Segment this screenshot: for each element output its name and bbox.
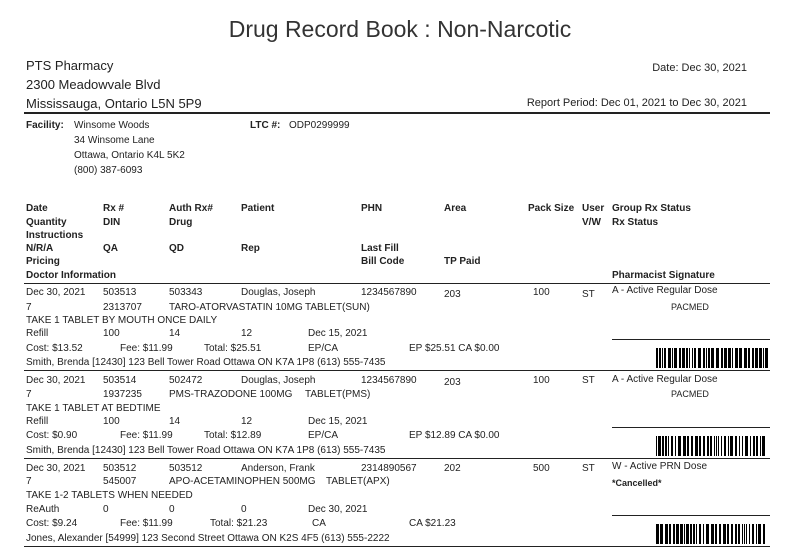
header-auth-rx: Auth Rx#: [169, 203, 213, 214]
record-fee: Fee: $11.99: [120, 518, 173, 529]
pharmacy-address-line1: 2300 Meadowvale Blvd: [26, 77, 161, 92]
record-bill-code: EP/CA: [308, 430, 339, 441]
facility-phone: (800) 387-6093: [74, 165, 143, 176]
record-tp-paid: EP $12.89 CA $0.00: [409, 430, 500, 441]
record-rx-status: PACMED: [671, 389, 709, 399]
pharmacy-name: PTS Pharmacy: [26, 58, 114, 73]
record-patient: Anderson, Frank: [241, 463, 315, 474]
record-rx: 503513: [103, 287, 137, 298]
record-pack-size: 100: [533, 287, 550, 298]
header-divider: [24, 112, 770, 114]
record-quantity: 7: [26, 302, 32, 313]
record-total: Total: $21.23: [210, 518, 268, 529]
ltc-number: ODP0299999: [289, 120, 350, 131]
record-divider: [24, 370, 770, 371]
record-rep: 12: [241, 328, 253, 339]
header-rep: Rep: [241, 243, 260, 254]
record-rep: 0: [241, 504, 247, 515]
record-area: 202: [444, 463, 461, 474]
header-area: Area: [444, 203, 467, 214]
record-total: Total: $12.89: [204, 430, 262, 441]
report-period: Report Period: Dec 01, 2021 to Dec 30, 2021: [526, 97, 747, 109]
record-group-status: A - Active Regular Dose: [612, 374, 718, 385]
record-qa: 0: [103, 504, 109, 515]
record-last-fill: Dec 15, 2021: [308, 328, 368, 339]
record-fee: Fee: $11.99: [120, 343, 173, 354]
record-phn: 1234567890: [361, 287, 417, 298]
header-vw: V/W: [582, 217, 601, 228]
record-last-fill: Dec 30, 2021: [308, 504, 368, 515]
header-din: DIN: [103, 217, 121, 228]
facility-label: Facility:: [26, 120, 64, 131]
record-doctor: Smith, Brenda [12430] 123 Bell Tower Road Ottawa ON K7A 1P8 (613) 555-7435: [26, 357, 386, 368]
record-rx-status: PACMED: [671, 302, 709, 312]
record-bill-code: CA: [312, 518, 326, 529]
record-group-status: A - Active Regular Dose: [612, 285, 718, 296]
record-auth-rx: 503343: [169, 287, 203, 298]
header-bill-code: Bill Code: [361, 256, 405, 267]
column-header-divider: [24, 283, 770, 284]
record-phn: 2314890567: [361, 463, 417, 474]
header-pack-size: Pack Size: [528, 203, 575, 214]
record-nra: Refill: [26, 416, 49, 427]
record-date: Dec 30, 2021: [26, 287, 86, 298]
barcode-icon: [656, 348, 768, 368]
record-fee: Fee: $11.99: [120, 430, 173, 441]
facility-address-line2: Ottawa, Ontario K4L 5K2: [74, 150, 185, 161]
header-pricing: Pricing: [26, 256, 60, 267]
header-doctor-information: Doctor Information: [26, 270, 116, 281]
record-drug-form: TABLET(SUN): [305, 302, 370, 313]
header-nra: N/R/A: [26, 243, 54, 254]
record-rep: 12: [241, 416, 253, 427]
header-drug: Drug: [169, 217, 193, 228]
record-pack-size: 500: [533, 463, 550, 474]
record-drug-form: TABLET(PMS): [305, 389, 371, 400]
header-tp-paid: TP Paid: [444, 256, 481, 267]
barcode-icon: [656, 524, 768, 544]
record-qd: 0: [169, 504, 175, 515]
signature-line: [612, 515, 770, 516]
record-tp-paid: EP $25.51 CA $0.00: [409, 343, 500, 354]
record-auth-rx: 503512: [169, 463, 203, 474]
header-qa: QA: [103, 243, 118, 254]
header-rx-status: Rx Status: [612, 217, 659, 228]
header-user: User: [582, 203, 605, 214]
facility-name: Winsome Woods: [74, 120, 150, 131]
record-patient: Douglas, Joseph: [241, 287, 316, 298]
record-date: Dec 30, 2021: [26, 463, 86, 474]
record-din: 545007: [103, 476, 137, 487]
record-area: 203: [444, 377, 461, 388]
record-date: Dec 30, 2021: [26, 375, 86, 386]
record-rx: 503512: [103, 463, 137, 474]
record-last-fill: Dec 15, 2021: [308, 416, 368, 427]
header-instructions: Instructions: [26, 230, 84, 241]
record-divider: [24, 458, 770, 459]
record-divider: [24, 546, 770, 547]
record-patient: Douglas, Joseph: [241, 375, 316, 386]
report-title: Drug Record Book : Non-Narcotic: [228, 16, 572, 42]
signature-line: [612, 427, 770, 428]
record-instructions: TAKE 1 TABLET BY MOUTH ONCE DAILY: [26, 315, 218, 326]
record-quantity: 7: [26, 389, 32, 400]
header-qd: QD: [169, 243, 184, 254]
record-cost: Cost: $0.90: [26, 430, 78, 441]
record-pack-size: 100: [533, 375, 550, 386]
record-cost: Cost: $9.24: [26, 518, 78, 529]
record-cost: Cost: $13.52: [26, 343, 83, 354]
header-quantity: Quantity: [26, 217, 67, 228]
record-tp-paid: CA $21.23: [409, 518, 456, 529]
record-bill-code: EP/CA: [308, 343, 339, 354]
record-instructions: TAKE 1 TABLET AT BEDTIME: [26, 403, 161, 414]
record-drug-form: TABLET(APX): [326, 476, 390, 487]
record-rx: 503514: [103, 375, 137, 386]
record-instructions: TAKE 1-2 TABLETS WHEN NEEDED: [26, 490, 193, 501]
report-date: Date: Dec 30, 2021: [652, 62, 747, 74]
record-drug: PMS-TRAZODONE 100MG: [169, 389, 293, 400]
ltc-label: LTC #:: [250, 120, 281, 131]
header-patient: Patient: [241, 203, 275, 214]
record-din: 1937235: [103, 389, 142, 400]
pharmacy-address-line2: Mississauga, Ontario L5N 5P9: [26, 96, 202, 111]
facility-address-line1: 34 Winsome Lane: [74, 135, 155, 146]
record-group-status: W - Active PRN Dose: [612, 461, 708, 472]
record-user: ST: [582, 463, 595, 474]
record-qa: 100: [103, 416, 120, 427]
record-qa: 100: [103, 328, 120, 339]
record-auth-rx: 502472: [169, 375, 203, 386]
header-rx: Rx #: [103, 203, 125, 214]
record-din: 2313707: [103, 302, 142, 313]
header-last-fill: Last Fill: [361, 243, 399, 254]
header-group-rx-status: Group Rx Status: [612, 203, 691, 214]
record-user: ST: [582, 375, 595, 386]
barcode-icon: [656, 436, 768, 456]
signature-line: [612, 339, 770, 340]
header-phn: PHN: [361, 203, 383, 214]
record-quantity: 7: [26, 476, 32, 487]
record-doctor: Jones, Alexander [54999] 123 Second Street Ottawa ON K2S 4F5 (613) 555-2222: [26, 533, 390, 544]
header-pharmacist-signature: Pharmacist Signature: [612, 270, 715, 281]
record-doctor: Smith, Brenda [12430] 123 Bell Tower Road Ottawa ON K7A 1P8 (613) 555-7435: [26, 445, 386, 456]
record-drug: TARO-ATORVASTATIN 10MG: [169, 302, 303, 313]
header-date: Date: [26, 203, 48, 214]
record-nra: Refill: [26, 328, 49, 339]
record-qd: 14: [169, 328, 181, 339]
record-rx-status-cancelled: *Cancelled*: [612, 478, 662, 488]
record-total: Total: $25.51: [204, 343, 262, 354]
record-area: 203: [444, 289, 461, 300]
record-phn: 1234567890: [361, 375, 417, 386]
record-nra: ReAuth: [26, 504, 60, 515]
record-user: ST: [582, 289, 595, 300]
record-drug: APO-ACETAMINOPHEN 500MG: [169, 476, 316, 487]
record-qd: 14: [169, 416, 181, 427]
